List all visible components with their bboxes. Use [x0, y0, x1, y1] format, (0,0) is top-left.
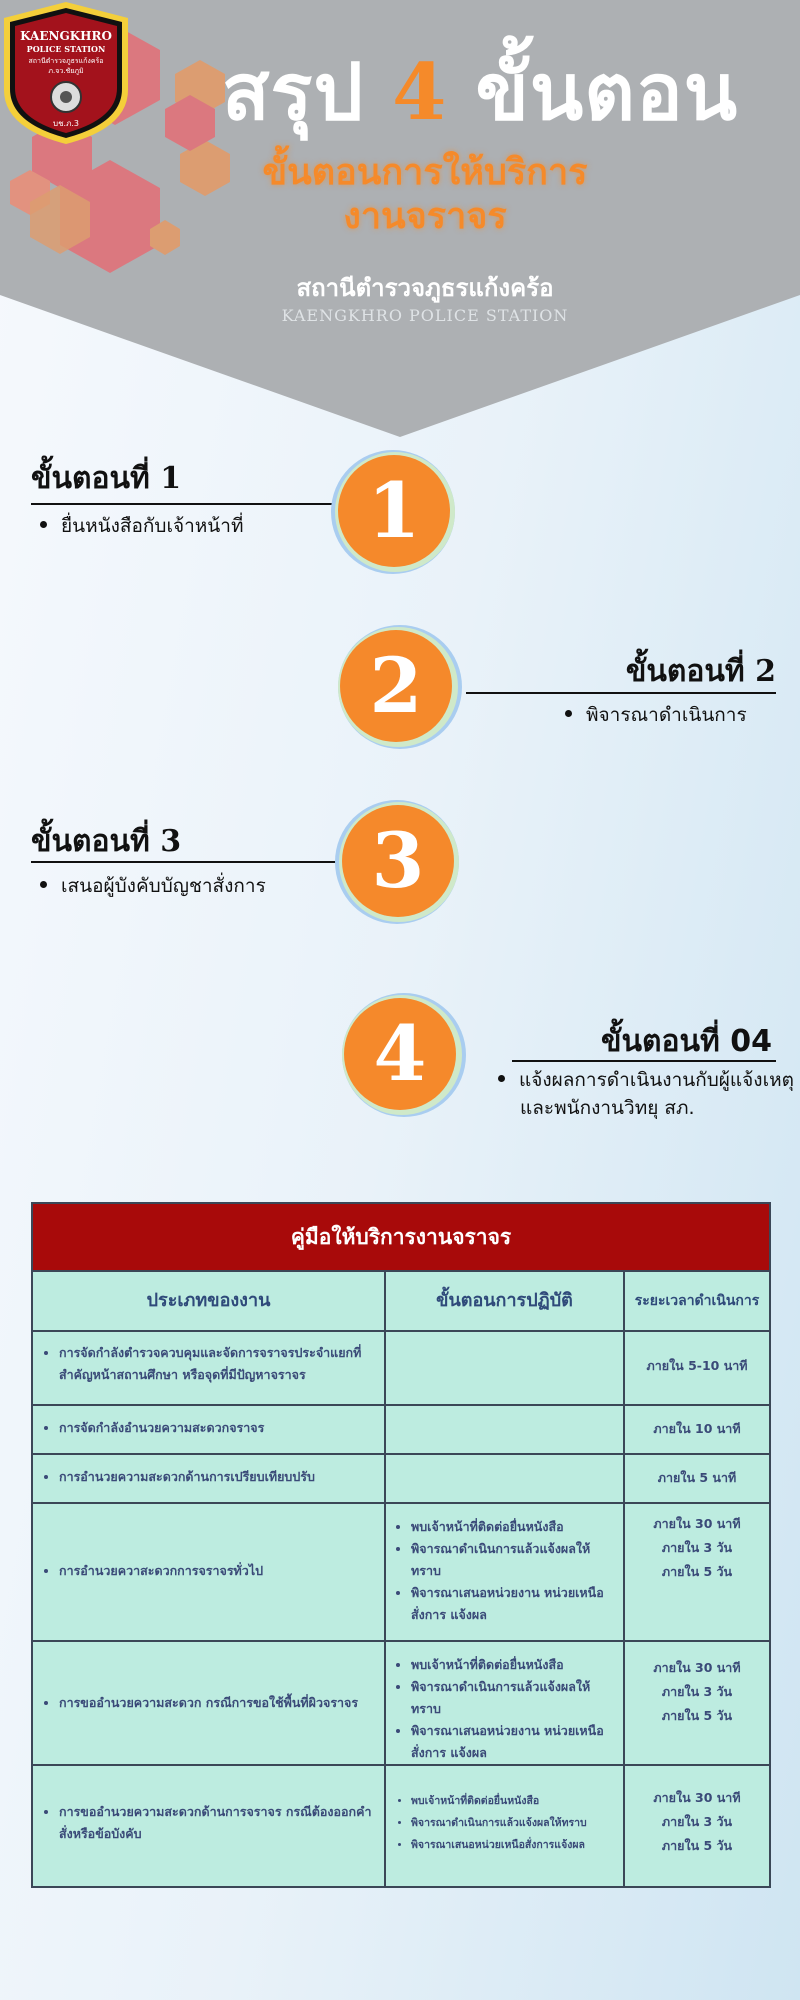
logo-name-th: สถานีตำรวจภูธรแก้งคร้อ [28, 57, 104, 65]
logo-name-en: KAENGKHRO [20, 29, 112, 43]
step-1-divider [31, 503, 336, 505]
table-row-4-steps: • พบเจ้าหน้าที่ติดต่อยื่นหนังสือ • พิจารณาดำเนินการแล้วแจ้งผลให้ทราบ • พิจารณาเสนอหน่วยงาน หน่วยเหนือสั่งการ แจ้งผล [395, 1516, 615, 1626]
column-header-type: ประเภทของงาน [146, 1290, 271, 1311]
subtitle-line-1: ขั้นตอนการให้บริการ [262, 151, 588, 193]
table-row-1-time: ภายใน 5-10 นาที [646, 1358, 748, 1373]
title-text-before: สรุป [221, 47, 393, 138]
step-4-item-continued: และพนักงานวิทยุ สภ. [520, 1097, 695, 1119]
service-manual-table [31, 1202, 771, 1888]
logo-subtitle-en: POLICE STATION [26, 44, 106, 54]
step-4-title: ขั้นตอนที่ 04 [601, 1024, 772, 1059]
step-1-title: ขั้นตอนที่ 1 [31, 461, 182, 496]
table-row-1-type: • การจัดกำลังตำรวจควบคุมและจัดการจราจรประจำแยกที่สำคัญหน้าสถานศึกษา หรือจุดที่มีปัญหาจราจร [43, 1342, 373, 1386]
step-1-badge: 1 [331, 450, 455, 574]
table-row-3-time: ภายใน 5 นาที [657, 1470, 737, 1485]
table-row-6-time: ภายใน 30 นาที ภายใน 3 วัน ภายใน 5 วัน [653, 1790, 741, 1853]
table-row-3-type: • การอำนวยความสะดวกด้านการเปรียบเทียบปรับ [43, 1466, 373, 1488]
subtitle-line-2: งานจราจร [343, 195, 507, 237]
table-row-4-type: • การอำนวยควาสะดวกการจราจรทั่วไป [43, 1560, 373, 1582]
table-row-4-time: ภายใน 30 นาที ภายใน 3 วัน ภายใน 5 วัน [653, 1516, 741, 1579]
step-3-item: เสนอผู้บังคับบัญชาสั่งการ [40, 872, 266, 900]
step-3-divider [31, 861, 337, 863]
column-header-steps: ขั้นตอนการปฏิบัติ [436, 1290, 573, 1311]
step-2-title: ขั้นตอนที่ 2 [625, 654, 776, 689]
table-row-5-time: ภายใน 30 นาที ภายใน 3 วัน ภายใน 5 วัน [653, 1660, 741, 1723]
title-text-after: ขั้นตอน [447, 47, 739, 138]
step-4-badge: 4 [342, 993, 466, 1117]
header-banner [0, 0, 800, 440]
table-row-6-steps: • พบเจ้าหน้าที่ติดต่อยื่นหนังสือ • พิจารณาดำเนินการแล้วแจ้งผลให้ทราบ • พิจารณาเสนอหน่วยเหนือสั่งการแจ้งผล [395, 1790, 615, 1856]
step-3-title: ขั้นตอนที่ 3 [31, 824, 182, 859]
step-2-badge: 2 [338, 625, 462, 749]
logo-region: บช.ภ.3 [53, 119, 79, 128]
police-station-logo [0, 0, 132, 146]
station-name-th: สถานีตำรวจภูธรแก้งคร้อ [296, 273, 554, 302]
station-name-en: KAENGKHRO POLICE STATION [281, 306, 569, 325]
page-subtitle [200, 150, 650, 238]
column-header-duration: ระยะเวลาดำเนินการ [634, 1293, 760, 1309]
step-1-item: ยื่นหนังสือกับเจ้าหน้าที่ [40, 512, 244, 540]
step-4-divider [512, 1060, 776, 1062]
logo-province: ภ.จว.ชัยภูมิ [48, 67, 84, 75]
table-row-2-time: ภายใน 10 นาที [653, 1421, 741, 1436]
table-row-5-type: • การขออำนวยความสะดวก กรณีการขอใช้พื้นที่ผิวจราจร [43, 1692, 373, 1714]
table-row-5-steps: • พบเจ้าหน้าที่ติดต่อยื่นหนังสือ • พิจารณาดำเนินการแล้วแจ้งผลให้ทราบ • พิจารณาเสนอหน่วยงาน หน่วยเหนือสั่งการ แจ้งผล [395, 1654, 615, 1764]
step-2-divider [466, 692, 776, 694]
table-title: คู่มือให้บริการงานจราจร [33, 1204, 769, 1270]
step-2-item: พิจารณาดำเนินการ [565, 701, 747, 729]
step-4-item: แจ้งผลการดำเนินงานกับผู้แจ้งเหตุ [498, 1066, 794, 1094]
table-row-2-type: • การจัดกำลังอำนวยความสะดวกจราจร [43, 1417, 373, 1439]
title-number: 4 [392, 47, 448, 138]
step-3-badge: 3 [335, 800, 459, 924]
page-title [160, 38, 800, 148]
table-row-6-type: • การขออำนวยความสะดวกด้านการจราจร กรณีต้องออกคำสั่งหรือข้อบังคับ [43, 1801, 373, 1845]
